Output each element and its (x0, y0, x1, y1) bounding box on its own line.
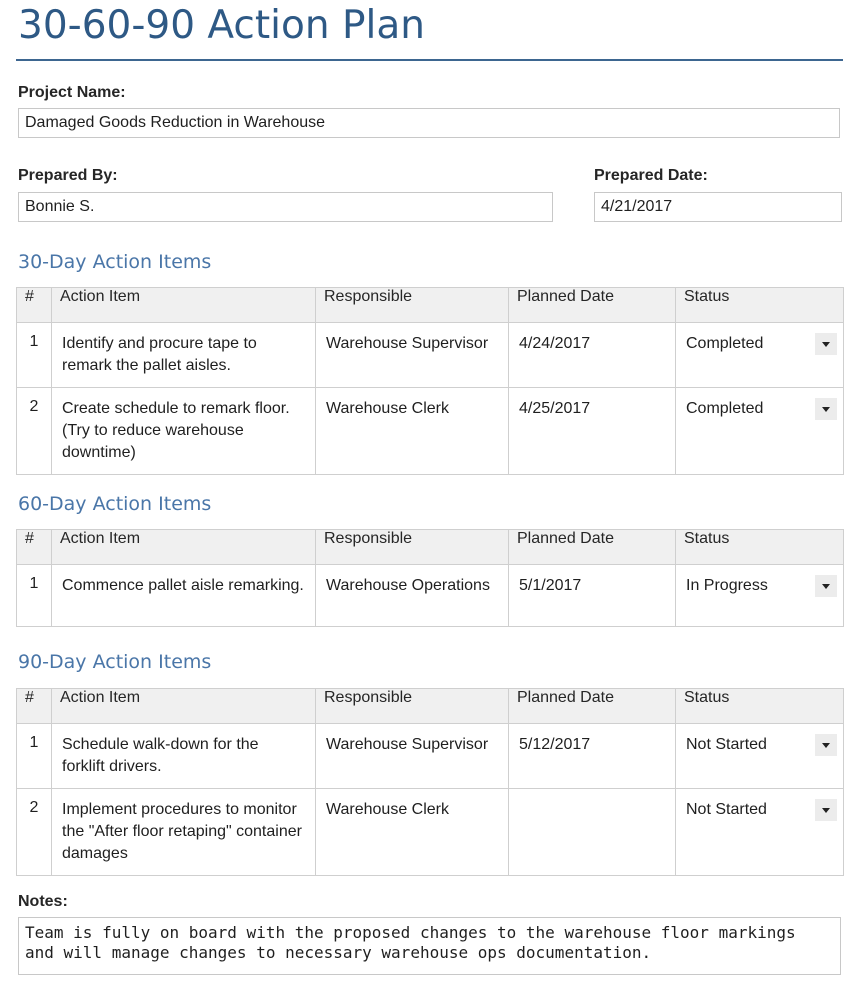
chevron-down-icon (822, 808, 830, 813)
status-select[interactable] (676, 565, 844, 627)
prepared-date-field[interactable]: 4/21/2017 (594, 192, 842, 222)
table-row (17, 565, 844, 627)
page-title: 30-60-90 Action Plan (18, 3, 425, 48)
row-number: 1 (17, 565, 52, 627)
action-table-90-day (16, 688, 844, 876)
col-header-status: Status (676, 288, 844, 323)
responsible-cell[interactable]: Warehouse Supervisor (316, 724, 509, 789)
chevron-down-icon (822, 584, 830, 589)
action-item-cell[interactable]: Implement procedures to monitor the "After floor retaping" container damages (52, 789, 316, 876)
status-value: In Progress (686, 577, 768, 594)
col-header-responsible: Responsible (316, 288, 509, 323)
chevron-down-icon (822, 407, 830, 412)
status-dropdown-button[interactable] (815, 398, 837, 420)
responsible-cell[interactable]: Warehouse Clerk (316, 388, 509, 475)
col-header-num: # (17, 530, 52, 565)
prepared-by-field[interactable]: Bonnie S. (18, 192, 553, 222)
status-dropdown-button[interactable] (815, 333, 837, 355)
table-row (17, 724, 844, 789)
row-number: 1 (17, 323, 52, 388)
action-item-cell[interactable]: Identify and procure tape to remark the pallet aisles. (52, 323, 316, 388)
action-item-cell[interactable]: Commence pallet aisle remarking. (52, 565, 316, 627)
status-dropdown-button[interactable] (815, 799, 837, 821)
prepared-date-label: Prepared Date: (594, 167, 708, 184)
responsible-cell[interactable]: Warehouse Operations (316, 565, 509, 627)
action-item-cell[interactable]: Schedule walk-down for the forklift drivers. (52, 724, 316, 789)
project-name-label: Project Name: (18, 84, 126, 101)
status-select[interactable] (676, 724, 844, 789)
status-value: Completed (686, 335, 764, 352)
status-select[interactable] (676, 789, 844, 876)
col-header-planned-date: Planned Date (509, 689, 676, 724)
action-table-60-day (16, 529, 844, 627)
status-dropdown-button[interactable] (815, 575, 837, 597)
prepared-by-label: Prepared By: (18, 167, 118, 184)
action-table-30-day (16, 287, 844, 475)
planned-date-cell[interactable]: 5/1/2017 (509, 565, 676, 627)
col-header-responsible: Responsible (316, 689, 509, 724)
col-header-planned-date: Planned Date (509, 530, 676, 565)
status-value: Not Started (686, 736, 767, 753)
col-header-action: Action Item (52, 689, 316, 724)
table-header-row (17, 288, 844, 323)
planned-date-cell[interactable] (509, 789, 676, 876)
notes-label: Notes: (18, 893, 68, 910)
project-name-field[interactable]: Damaged Goods Reduction in Warehouse (18, 108, 840, 138)
col-header-planned-date: Planned Date (509, 288, 676, 323)
section-title-90-day: 90-Day Action Items (18, 651, 212, 673)
col-header-num: # (17, 689, 52, 724)
table-row (17, 388, 844, 475)
responsible-cell[interactable]: Warehouse Supervisor (316, 323, 509, 388)
col-header-status: Status (676, 530, 844, 565)
action-item-cell[interactable]: Create schedule to remark floor. (Try to reduce warehouse downtime) (52, 388, 316, 475)
table-row (17, 323, 844, 388)
chevron-down-icon (822, 342, 830, 347)
status-value: Completed (686, 400, 764, 417)
chevron-down-icon (822, 743, 830, 748)
status-value: Not Started (686, 801, 767, 818)
col-header-action: Action Item (52, 530, 316, 565)
table-row (17, 789, 844, 876)
status-select[interactable] (676, 323, 844, 388)
col-header-num: # (17, 288, 52, 323)
planned-date-cell[interactable]: 4/24/2017 (509, 323, 676, 388)
row-number: 2 (17, 388, 52, 475)
col-header-action: Action Item (52, 288, 316, 323)
section-title-60-day: 60-Day Action Items (18, 493, 212, 515)
section-title-30-day: 30-Day Action Items (18, 251, 212, 273)
status-dropdown-button[interactable] (815, 734, 837, 756)
notes-field[interactable]: Team is fully on board with the proposed changes to the warehouse floor markings and will manage changes to necessary warehouse ops documentation. (18, 917, 841, 975)
planned-date-cell[interactable]: 5/12/2017 (509, 724, 676, 789)
col-header-status: Status (676, 689, 844, 724)
planned-date-cell[interactable]: 4/25/2017 (509, 388, 676, 475)
responsible-cell[interactable]: Warehouse Clerk (316, 789, 509, 876)
col-header-responsible: Responsible (316, 530, 509, 565)
row-number: 1 (17, 724, 52, 789)
status-select[interactable] (676, 388, 844, 475)
table-header-row (17, 689, 844, 724)
table-header-row (17, 530, 844, 565)
row-number: 2 (17, 789, 52, 876)
title-divider (16, 59, 843, 61)
